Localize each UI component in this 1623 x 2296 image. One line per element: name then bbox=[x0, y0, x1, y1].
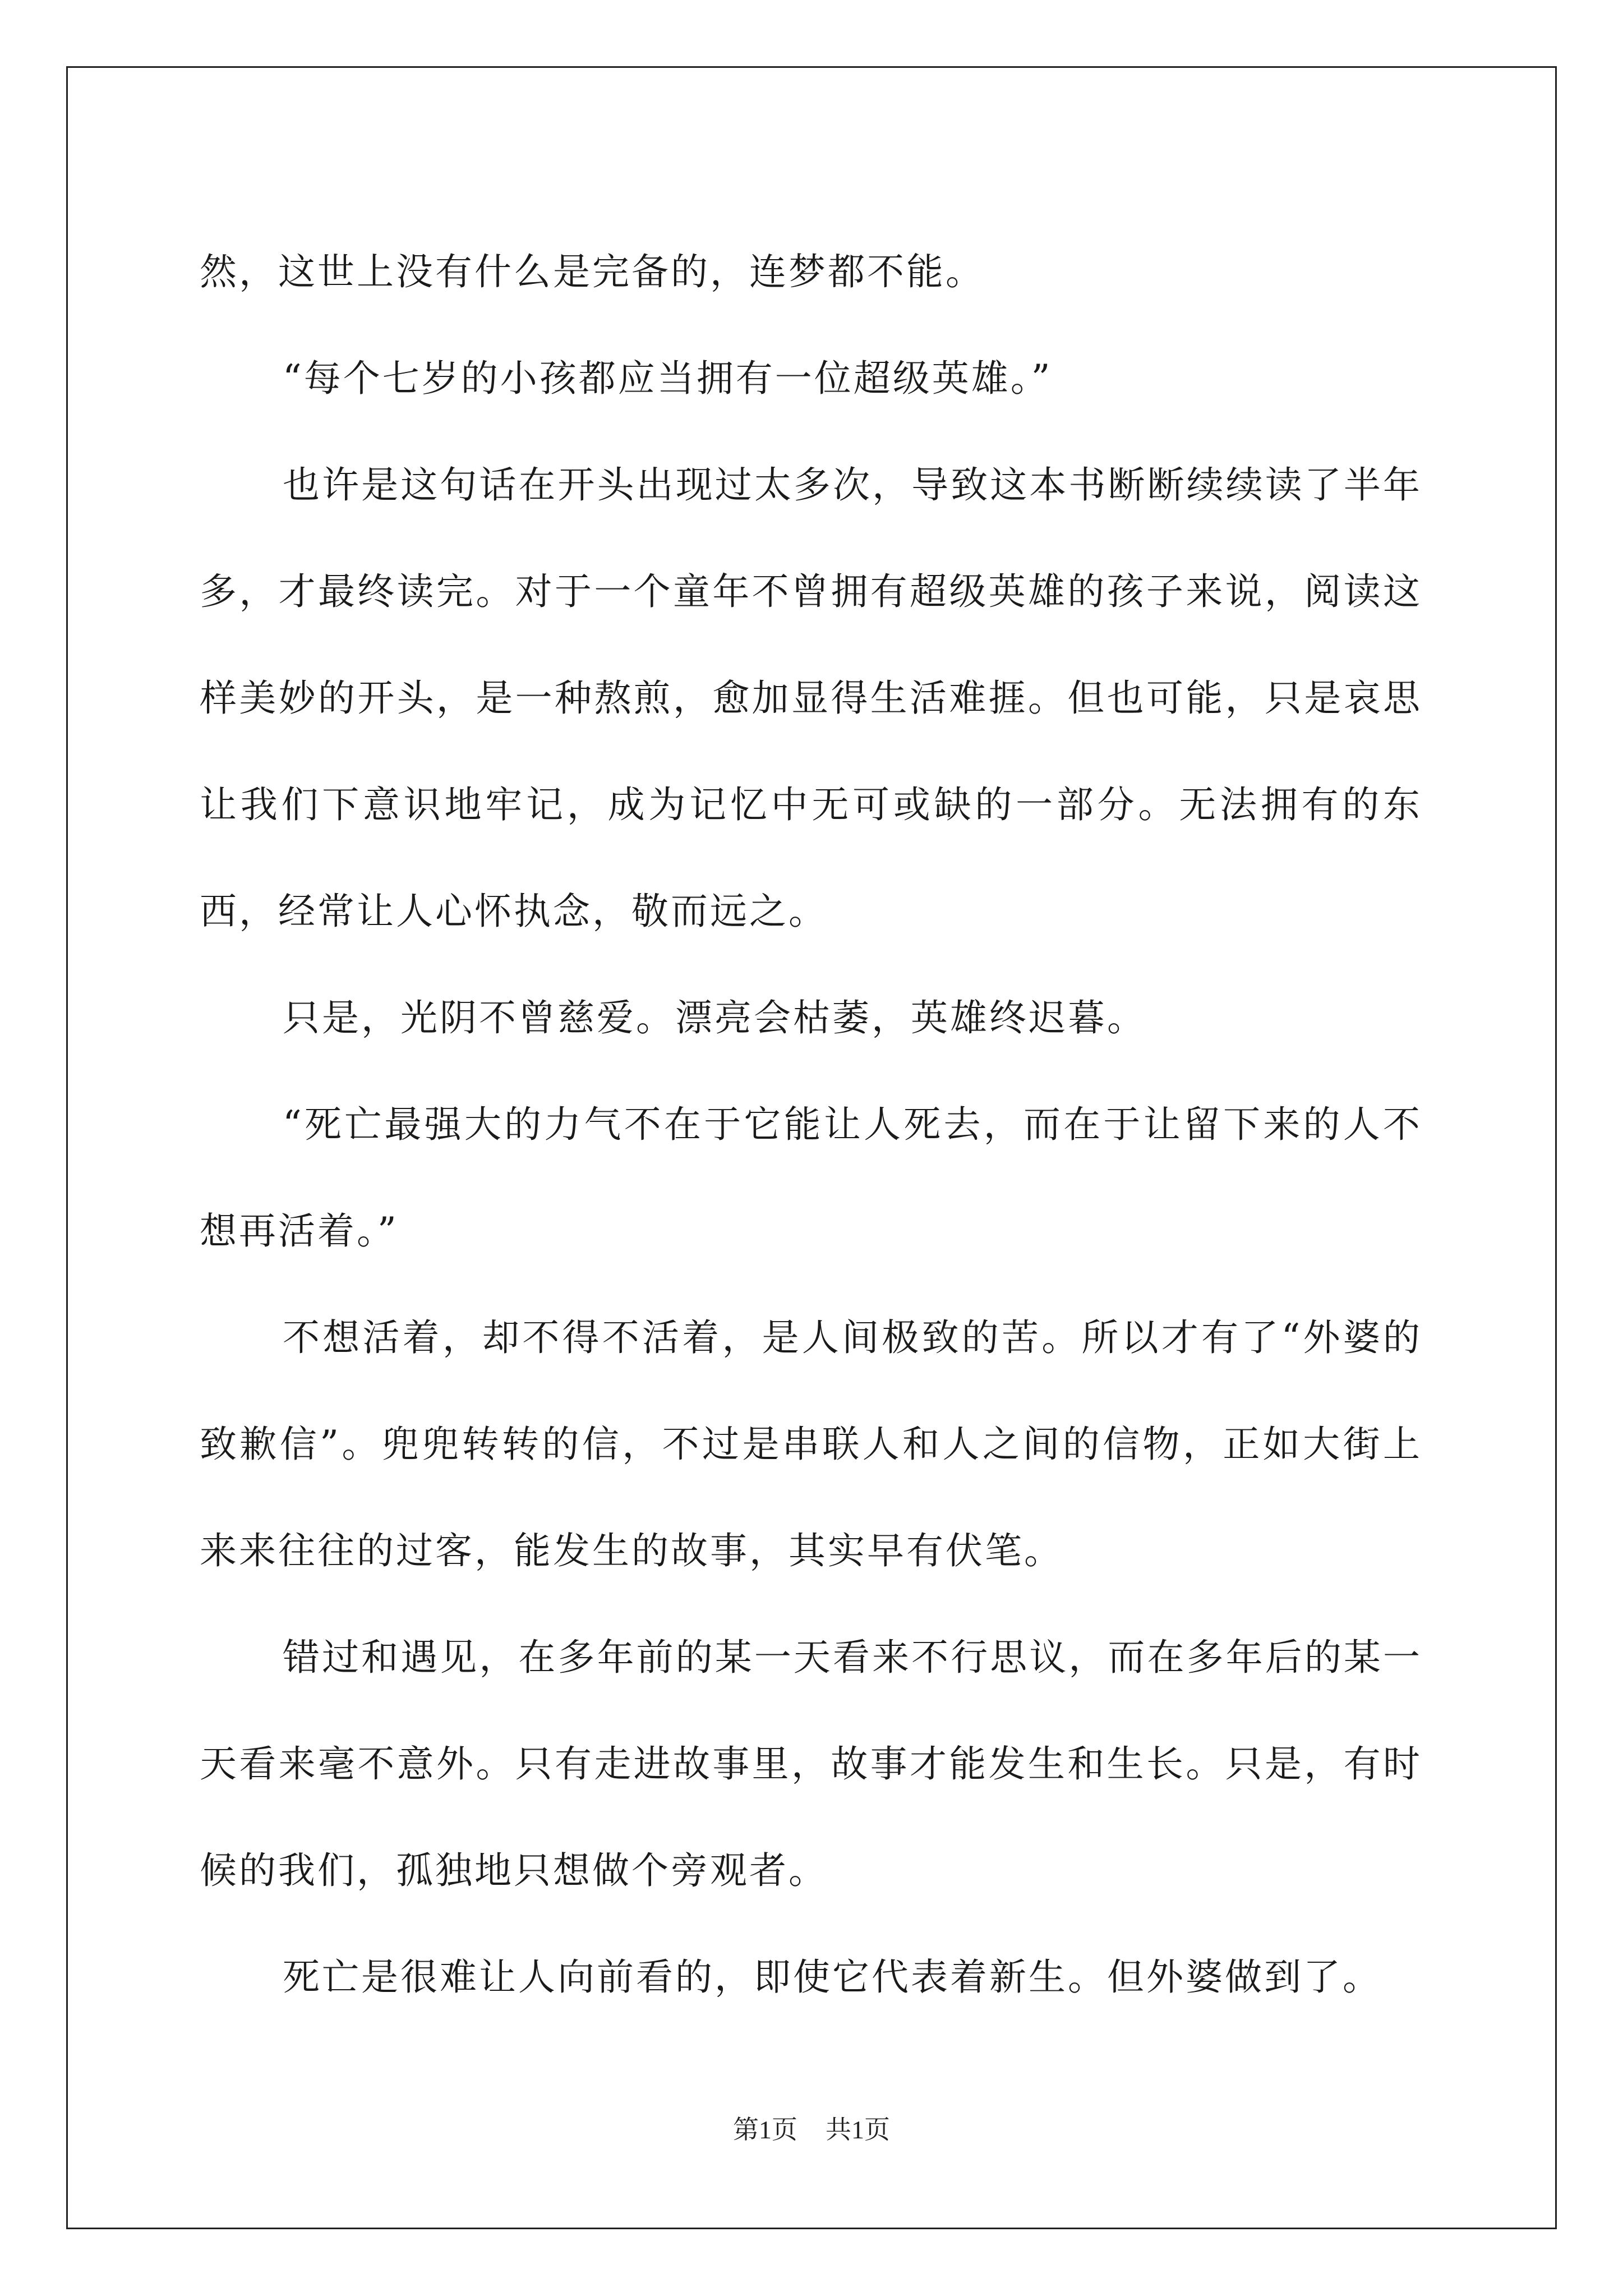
paragraph: 然，这世上没有什么是完备的，连梦都不能。 bbox=[200, 250, 985, 293]
page-total: 共1页 bbox=[826, 2115, 890, 2144]
paragraph: 只是，光阴不曾慈爱。漂亮会枯萎，英雄终迟暮。 bbox=[283, 996, 1146, 1039]
paragraph: “死亡最强大的力气不在于它能让人死去，而在于让留下来的人不想再活着。” bbox=[200, 1103, 1422, 1253]
paragraph: “每个七岁的小孩都应当拥有一位超级英雄。” bbox=[283, 357, 1053, 400]
page-number: 第1页 bbox=[733, 2115, 797, 2144]
paragraph: 不想活着，却不得不活着，是人间极致的苦。所以才有了“外婆的致歉信”。兜兜转转的信，不过是串联人和人之间的信物，正如大街上来来往往的过客，能发生的故事，其实早有伏笔。 bbox=[200, 1316, 1422, 1572]
document-body bbox=[200, 219, 1422, 2031]
page-footer bbox=[0, 2109, 1623, 2146]
paragraph: 错过和遇见，在多年前的某一天看来不行思议，而在多年后的某一天看来毫不意外。只有走进故事里，故事才能发生和生长。只是，有时候的我们，孤独地只想做个旁观者。 bbox=[200, 1636, 1422, 1892]
paragraph: 死亡是很难让人向前看的，即使它代表着新生。但外婆做到了。 bbox=[283, 1955, 1382, 1999]
paragraph: 也许是这句话在开头出现过太多次，导致这本书断断续续读了半年多，才最终读完。对于一个童年不曾拥有超级英雄的孩子来说，阅读这样美妙的开头，是一种熬煎，愈加显得生活难捱。但也可能，只是哀思让我们下意识地牢记，成为记忆中无可或缺的一部分。无法拥有的东西，经常让人心怀执念，敬而远之。 bbox=[200, 463, 1422, 933]
